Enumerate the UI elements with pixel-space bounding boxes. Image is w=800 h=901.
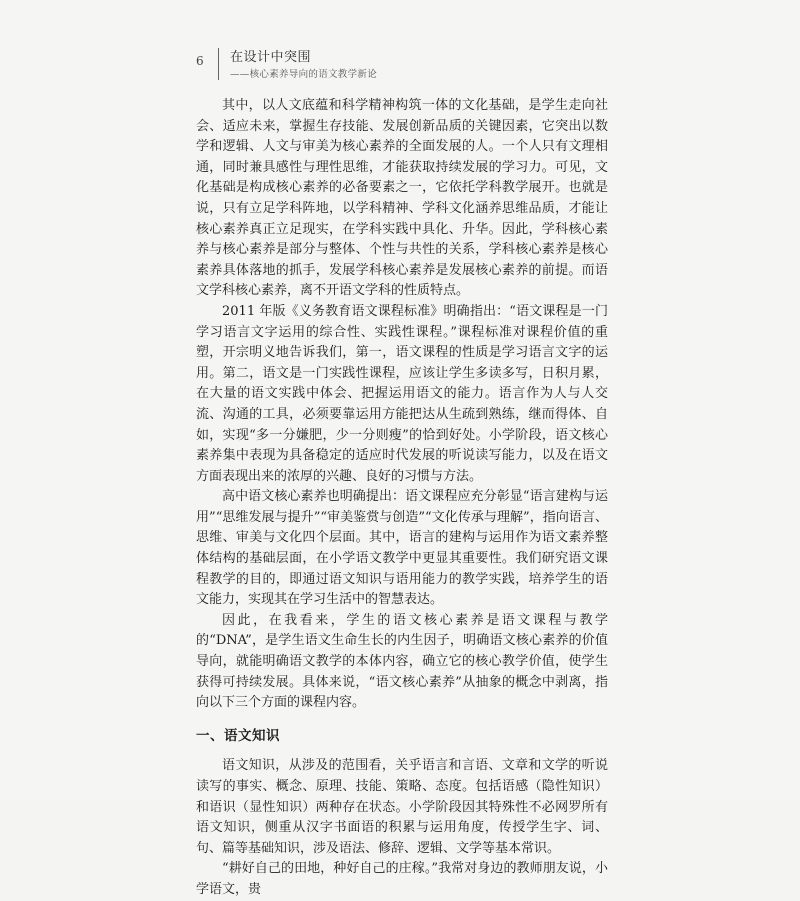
body-text xyxy=(196,96,608,901)
page-number: 6 xyxy=(196,54,204,68)
book-subtitle: ——核心素养导向的语文教学新论 xyxy=(230,69,378,80)
section-heading: 一、语文知识 xyxy=(196,727,280,744)
paragraph: 2011 年版《义务教育语文课程标准》明确指出：“语文课程是一门学习语言文字运用的综合性、实践性课程。”课程标准对课程价值的重塑，开宗明义地告诉我们，第一，语文课程的性质是学习语言文字的运用。第二，语文是一门实践性课程，应该让学生多读多写，日积月累，在大量的语文实践中体会、把握运用语文的能力。语言作为人与人交流、沟通的工具，必须要靠运用方能把达从生疏到熟练，继而得体、自如，实现“多一分嫌肥，少一分则瘦”的恰到好处。小学阶段，语文核心素养集中表现为具备稳定的适应时代发展的听说读写能力，以及在语文方面表现出来的浓厚的兴趣、良好的习惯与方法。 xyxy=(196,303,608,484)
paragraph: 其中，以人文底蕴和科学精神构筑一体的文化基础，是学生走向社会、适应未来，掌握生存技能、发展创新品质的关键因素，它突出以数学和逻辑、人文与审美为核心素养的全面发展的人。一个人只有文理相通，同时兼具感性与理性思维，才能获取持续发展的学习力。可见，文化基础是构成核心素养的必备要素之一，它依托学科教学展开。也就是说，只有立足学科阵地，以学科精神、学科文化涵养思维品质，才能让核心素养真正立足现实，在学科实践中具化、升华。因此，学科核心素养与核心素养是部分与整体、个性与共性的关系，学科核心素养是核心素养具体落地的抓手，发展学科核心素养是发展核心素养的前提。而语文学科核心素养，离不开语文学科的性质特点。 xyxy=(196,98,608,299)
paragraph: 因此，在我看来，学生的语文核心素养是语文课程与教学的“DNA”，是学生语文生命生长的内生因子，明确语文核心素养的价值导向，就能明确语文教学的本体内容，确立它的核心教学价值，使学生获得可持续发展。具体来说，“语文核心素养”从抽象的概念中剥离，指向以下三个方面的课程内容。 xyxy=(196,612,608,711)
paragraph: 高中语文核心素养也明确提出：语文课程应充分彰显“语言建构与运用”“思维发展与提升”“审美鉴赏与创造”“文化传承与理解”，指向语言、思维、审美与文化四个层面。其中，语言的建构与运用作为语文素养整体结构的基础层面，在小学语文教学中更显其重要性。我们研究语文课程教学的目的，即通过语文知识与语用能力的教学实践，培养学生的语文能力，实现其在学习生活中的智慧表达。 xyxy=(196,489,608,608)
header-divider xyxy=(218,48,219,80)
book-title: 在设计中突围 xyxy=(230,50,312,65)
paragraph: “耕好自己的田地，种好自己的庄稼。”我常对身边的教师朋友说，小学语文，贵 xyxy=(196,861,608,897)
running-header xyxy=(196,46,616,86)
paragraph: 语文知识，从涉及的范围看，关乎语言和言语、文章和文学的听说读写的事实、概念、原理、技能、策略、态度。包括语感（隐性知识）和语识（显性知识）两种存在状态。小学阶段因其特殊性不必网罗所有语文知识，侧重从汉字书面语的积累与运用角度，传授学生字、词、句、篇等基础知识，涉及语法、修辞、逻辑、文学等基本常识。 xyxy=(196,758,608,856)
